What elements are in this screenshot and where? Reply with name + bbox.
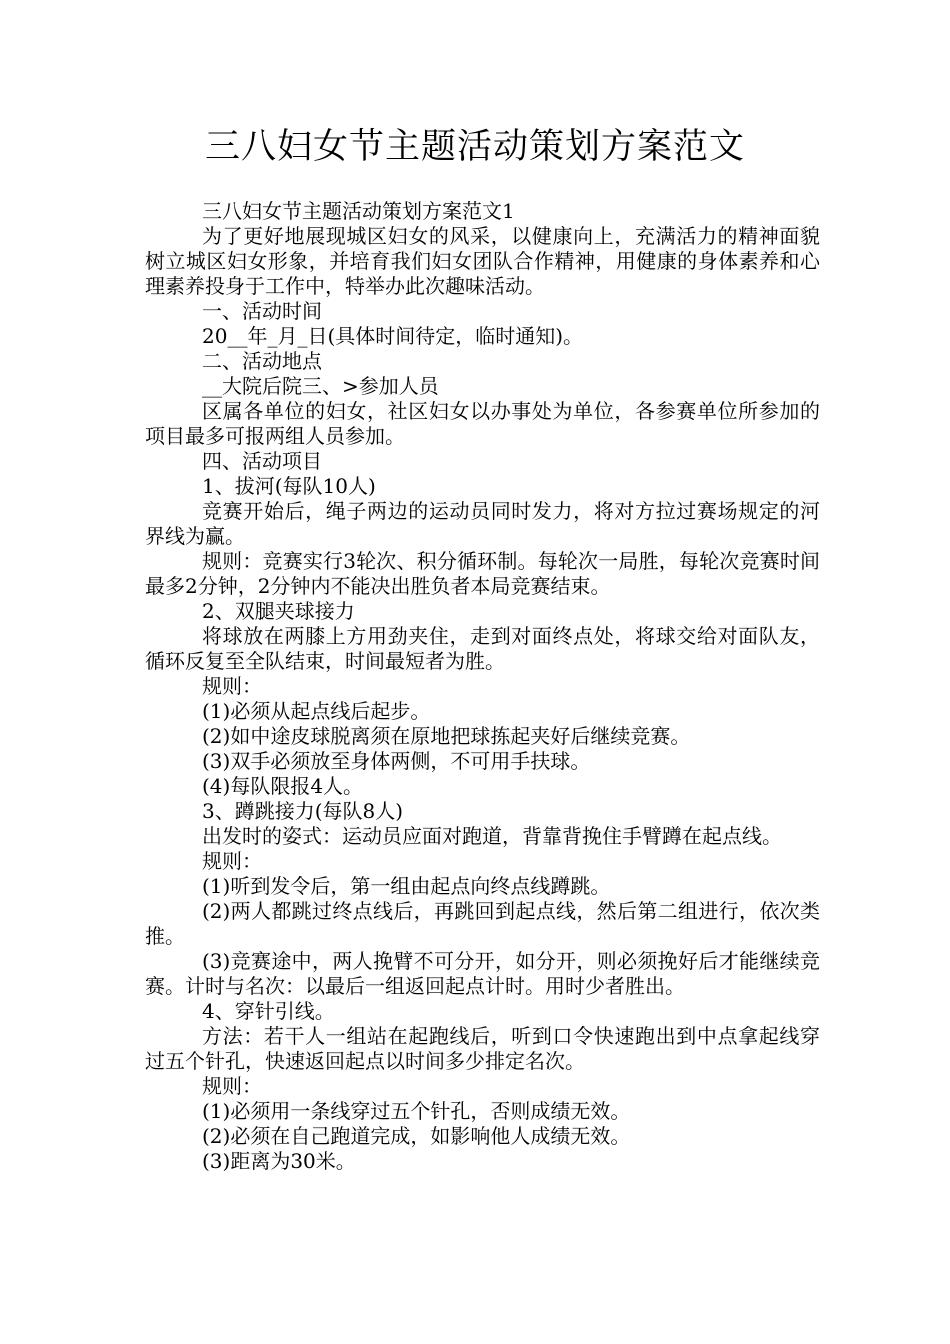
paragraph: 规则：	[202, 1074, 262, 1098]
rule-item: (2)必须在自己跑道完成，如影响他人成绩无效。	[202, 1124, 631, 1148]
rule-item: (1)必须用一条线穿过五个针孔，否则成绩无效。	[202, 1099, 631, 1123]
item-heading: 2、双腿夹球接力	[202, 599, 355, 623]
paragraph: 三八妇女节主题活动策划方案范文1	[202, 199, 515, 223]
paragraph: 将球放在两膝上方用劲夹住，走到对面终点处，将球交给对面队友，循环反复至全队结束，时间最短者为胜。	[145, 624, 820, 673]
paragraph: 20__年_月_日(具体时间待定，临时通知)。	[202, 324, 584, 348]
rule-item: (4)每队限报4人。	[202, 774, 364, 798]
item-heading: 1、拔河(每队10人)	[202, 474, 376, 498]
rule-item: (1)听到发令后，第一组由起点向终点线蹲跳。	[202, 874, 611, 898]
paragraph: 规则：	[202, 674, 262, 698]
document-body	[145, 199, 820, 1174]
paragraph: 规则：	[202, 849, 262, 873]
rule-item: (3)双手必须放至身体两侧，不可用手扶球。	[202, 749, 591, 773]
rule-item: (1)必须从起点线后起步。	[202, 699, 431, 723]
paragraph: 为了更好地展现城区妇女的风采，以健康向上，充满活力的精神面貌树立城区妇女形象，并培育我们妇女团队合作精神，用健康的身体素养和心理素养投身于工作中，特举办此次趣味活动。	[145, 224, 820, 298]
document-title: 三八妇女节主题活动策划方案范文	[204, 127, 745, 167]
rule-item: (3)距离为30米。	[202, 1149, 356, 1173]
paragraph: __大院后院三、>参加人员	[202, 374, 439, 398]
rule-item: (3)竞赛途中，两人挽臂不可分开，如分开，则必须挽好后才能继续竞赛。计时与名次：以最后一组返回起点计时。用时少者胜出。	[145, 949, 820, 998]
paragraph: 规则：竞赛实行3轮次、积分循环制。每轮次一局胜，每轮次竞赛时间最多2分钟，2分钟内不能决出胜负者本局竞赛结束。	[145, 549, 820, 598]
rule-item: (2)如中途皮球脱离须在原地把球拣起夹好后继续竞赛。	[202, 724, 691, 748]
section-heading: 二、活动地点	[202, 349, 322, 373]
item-heading: 4、穿针引线。	[202, 999, 335, 1023]
paragraph: 方法：若干人一组站在起跑线后，听到口令快速跑出到中点拿起线穿过五个针孔，快速返回起点以时间多少排定名次。	[145, 1024, 820, 1073]
section-heading: 一、活动时间	[202, 299, 322, 323]
paragraph: 区属各单位的妇女，社区妇女以办事处为单位，各参赛单位所参加的项目最多可报两组人员参加。	[145, 399, 820, 448]
section-heading: 四、活动项目	[202, 449, 322, 473]
item-heading: 3、蹲跳接力(每队8人)	[202, 799, 404, 823]
paragraph: 出发时的姿式：运动员应面对跑道，背靠背挽住手臂蹲在起点线。	[202, 824, 782, 848]
rule-item: (2)两人都跳过终点线后，再跳回到起点线，然后第二组进行，依次类推。	[145, 899, 820, 948]
paragraph: 竞赛开始后，绳子两边的运动员同时发力，将对方拉过赛场规定的河界线为赢。	[145, 499, 820, 548]
